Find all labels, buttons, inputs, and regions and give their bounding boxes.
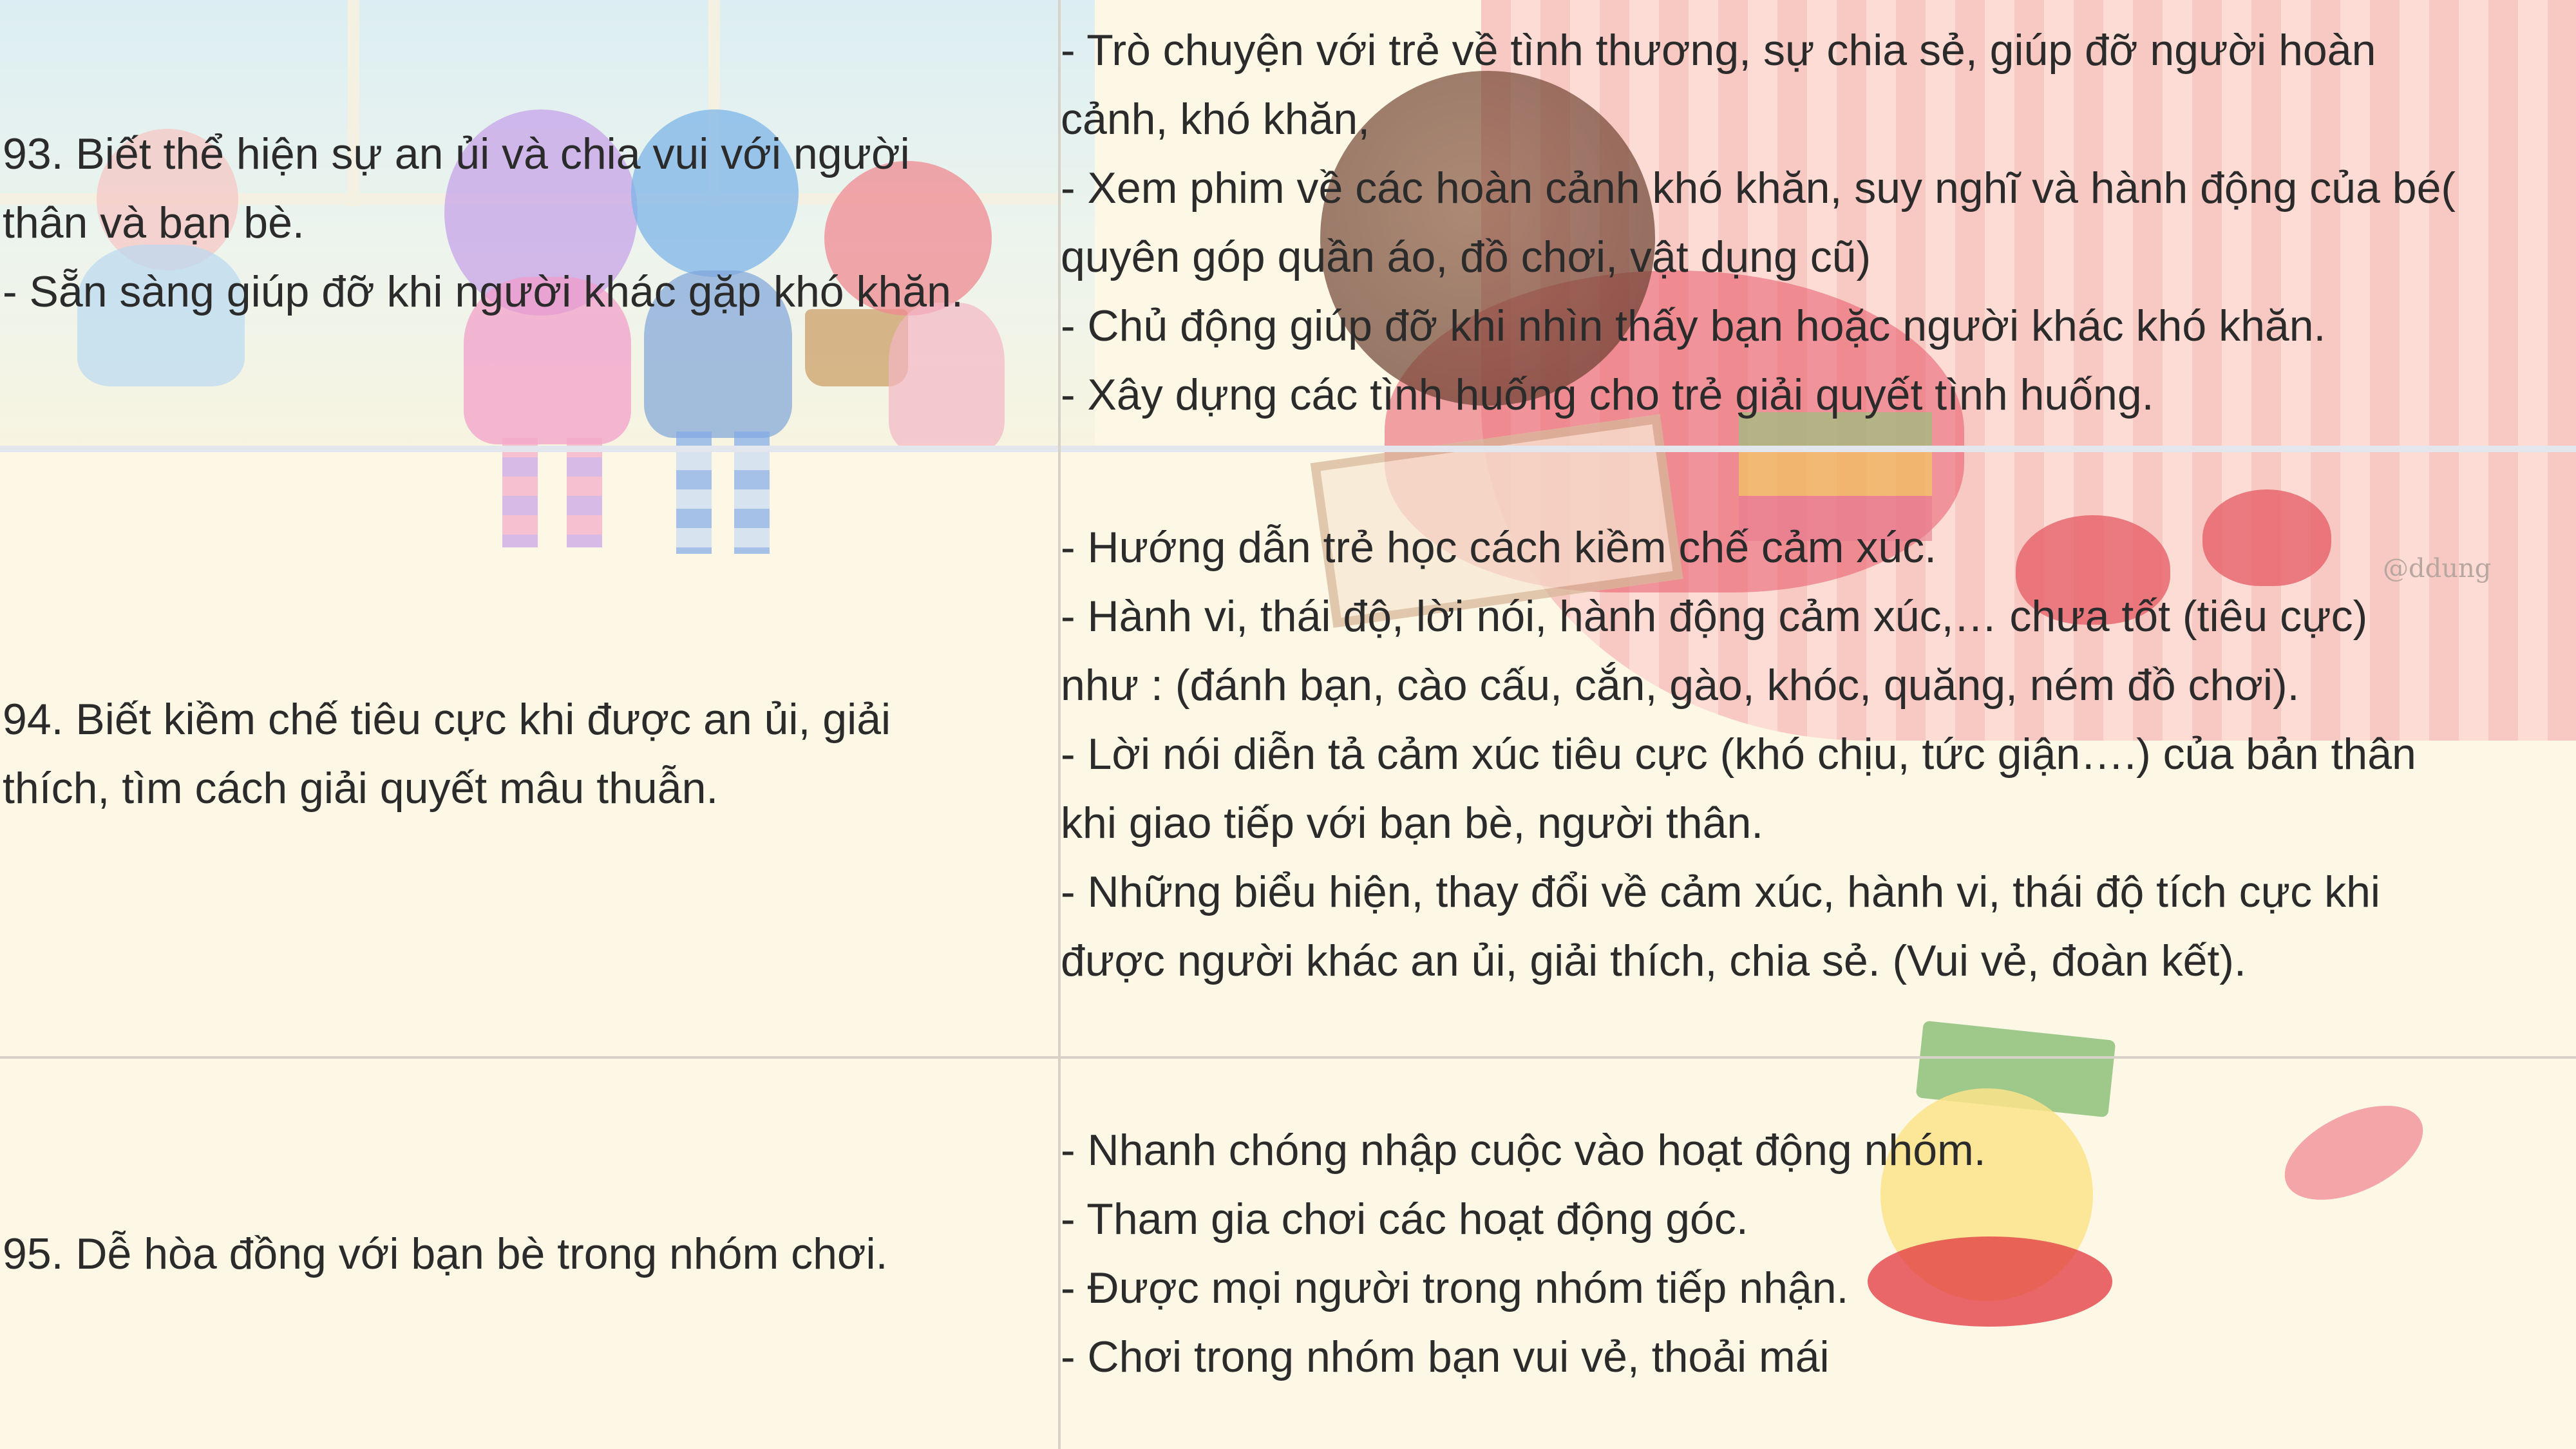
- content-line: được người khác an ủi, giải thích, chia sẻ. (Vui vẻ, đoàn kết).: [1061, 936, 2246, 985]
- criterion-cell: [0, 1059, 1058, 1449]
- content-line: - Xây dựng các tình huống cho trẻ giải quyết tình huống.: [1061, 370, 2154, 419]
- criterion-line: 95. Dễ hòa đồng với bạn bè trong nhóm chơi.: [3, 1229, 888, 1278]
- criterion-line: thích, tìm cách giải quyết mâu thuẫn.: [3, 764, 719, 813]
- content-line: quyên góp quần áo, đồ chơi, vật dụng cũ): [1061, 232, 1871, 281]
- content-line: - Những biểu hiện, thay đổi về cảm xúc, hành vi, thái độ tích cực khi: [1061, 867, 2380, 916]
- artist-watermark: @ddung: [2383, 554, 2492, 583]
- content-line: - Hành vi, thái độ, lời nói, hành động cảm xúc,… chưa tốt (tiêu cực): [1061, 591, 2368, 641]
- criterion-line: 93. Biết thể hiện sự an ủi và chia vui với người: [3, 129, 910, 178]
- criterion-line: - Sẵn sàng giúp đỡ khi người khác gặp khó khăn.: [3, 267, 963, 316]
- content-line: cảnh, khó khăn,: [1061, 95, 1370, 144]
- content-line: - Được mọi người trong nhóm tiếp nhận.: [1061, 1264, 1849, 1312]
- table-row: [0, 0, 2576, 452]
- content-line: - Chơi trong nhóm bạn vui vẻ, thoải mái: [1061, 1332, 1830, 1381]
- content-line: khi giao tiếp với bạn bè, người thân.: [1061, 798, 1764, 848]
- content-line: - Trò chuyện với trẻ về tình thương, sự chia sẻ, giúp đỡ người hoàn: [1061, 26, 2376, 75]
- content-line: - Chủ động giúp đỡ khi nhìn thấy bạn hoặc người khác khó khăn.: [1061, 301, 2326, 350]
- content-cell: [1061, 0, 2576, 446]
- criterion-cell: [0, 452, 1058, 1056]
- criterion-line: thân và bạn bè.: [3, 198, 305, 247]
- content-line: - Tham gia chơi các hoạt động góc.: [1061, 1195, 1748, 1244]
- column-divider: [1058, 0, 1061, 1449]
- content-cell: [1061, 1059, 2576, 1449]
- content-cell: [1061, 452, 2576, 1056]
- table-row: [0, 1059, 2576, 1449]
- content-line: - Lời nói diễn tả cảm xúc tiêu cực (khó chịu, tức giận….) của bản thân: [1061, 729, 2416, 779]
- content-line: - Nhanh chóng nhập cuộc vào hoạt động nhóm.: [1061, 1126, 1986, 1175]
- content-line: - Xem phim về các hoàn cảnh khó khăn, suy nghĩ và hành động của bé(: [1061, 164, 2456, 213]
- criterion-line: 94. Biết kiềm chế tiêu cực khi được an ủi, giải: [3, 695, 891, 744]
- content-line: - Hướng dẫn trẻ học cách kiềm chế cảm xúc.: [1061, 522, 1937, 572]
- table-row: [0, 452, 2576, 1059]
- content-line: như : (đánh bạn, cào cấu, cắn, gào, khóc, quăng, ném đồ chơi).: [1061, 660, 2300, 710]
- criterion-cell: [0, 0, 1058, 446]
